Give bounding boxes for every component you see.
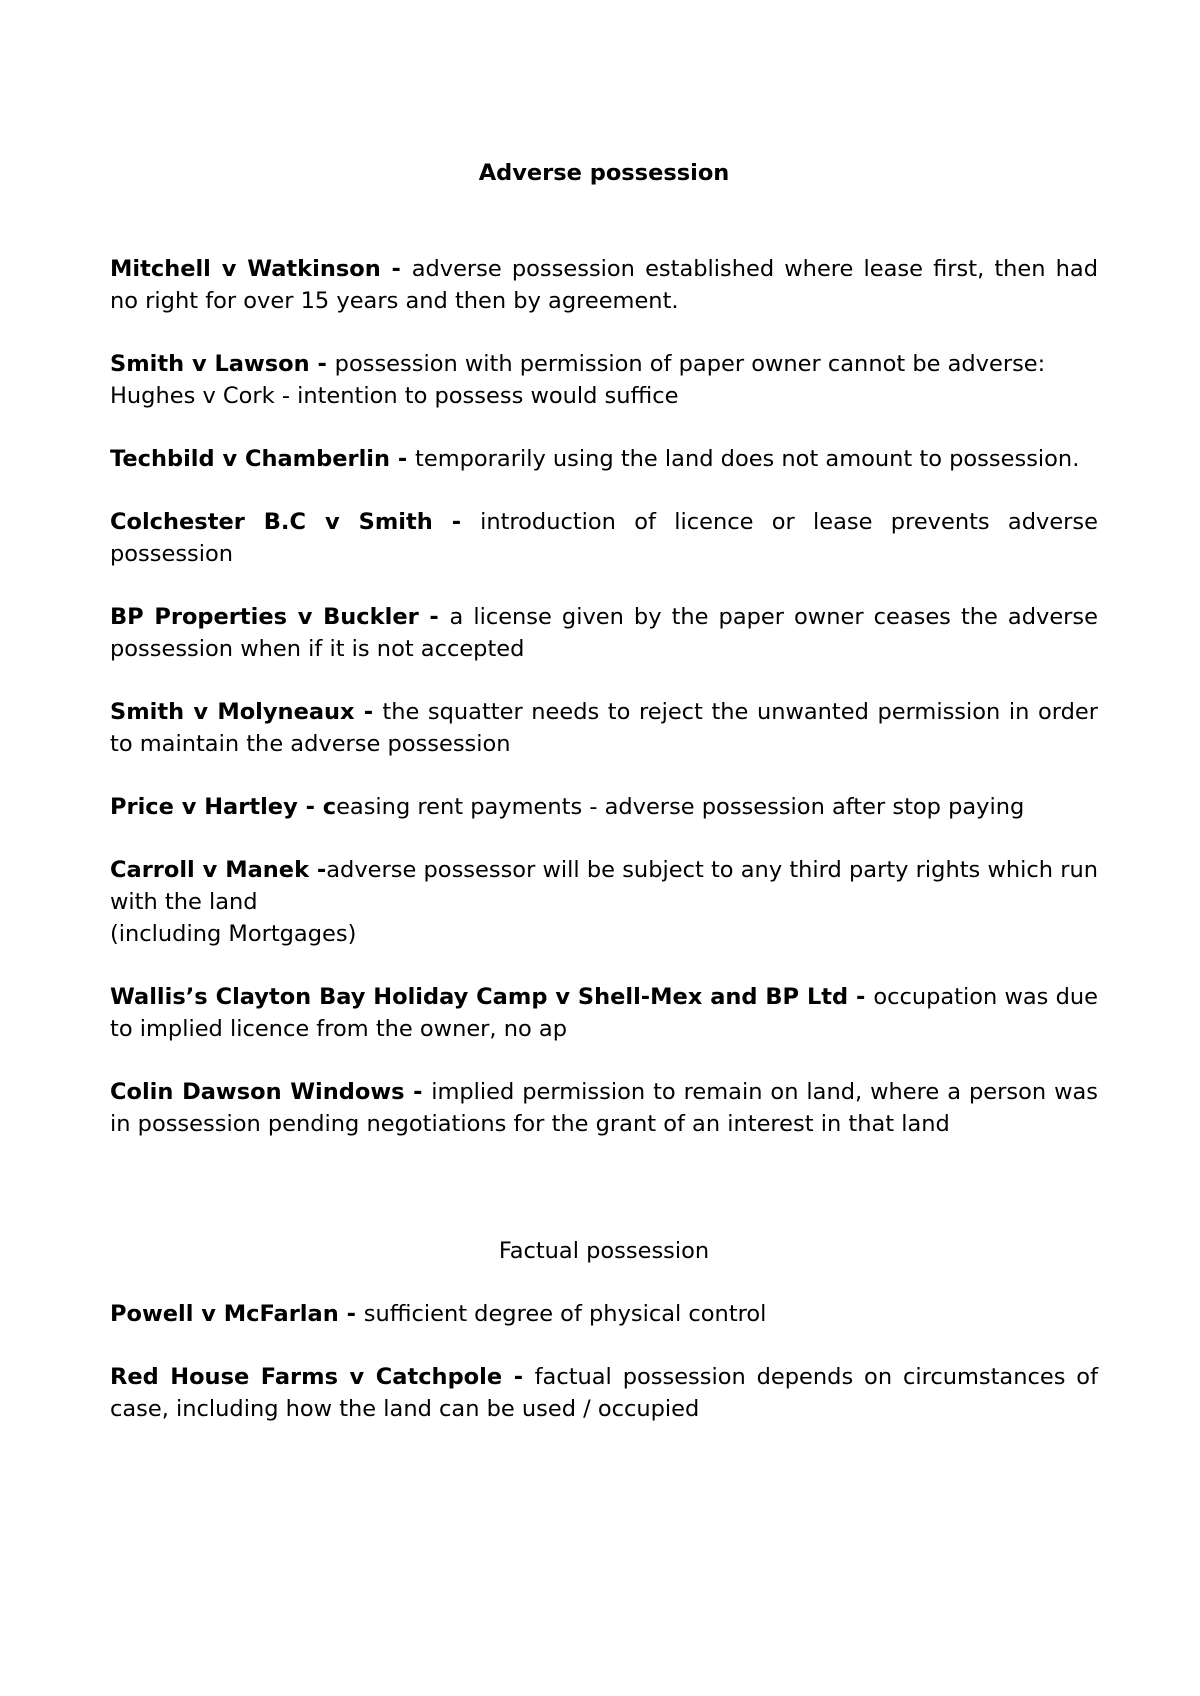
case-name: Colchester B.C v Smith [110,509,433,535]
case-description: sufficient degree of physical control [363,1301,767,1327]
case-description: possession with permission of paper owner cannot be adverse: [334,351,1046,377]
case-name: Red House Farms v Catchpole [110,1364,503,1390]
case-name: Wallis’s Clayton Bay Holiday Camp v Shell-Mex and BP Ltd [110,984,849,1010]
case-entry [110,696,1098,760]
case-description: a license given by the paper owner ceases the adverse possession when if it is not accepted [110,604,1098,662]
case-description: temporarily using the land does not amount to possession. [415,446,1080,472]
case-entry [110,443,1098,475]
case-entry [110,253,1098,317]
case-note: Hughes v Cork - intention to possess would suffice [110,383,679,409]
case-separator: - [380,256,412,282]
case-separator: - [338,1301,364,1327]
section-heading-adverse-possession: Adverse possession [478,160,730,186]
case-separator: - [390,446,416,472]
case-note: (including Mortgages) [110,921,357,947]
case-name: Smith v Molyneaux [110,699,355,725]
case-name: BP Properties v Buckler [110,604,419,630]
case-entry [110,1298,1098,1330]
case-description: adverse possession established where lease first, then had no right for over 15 years and then by agreement. [110,256,1099,314]
case-separator: - [309,351,335,377]
case-name: Price v Hartley [110,794,298,820]
case-entry [110,981,1098,1045]
case-entry [110,791,1098,823]
case-name: Techbild v Chamberlin [110,446,391,472]
case-separator: - [848,984,874,1010]
case-separator: - [404,1079,432,1105]
case-name: Carroll v Manek [110,857,310,883]
case-description: factual possession depends on circumstances of case, including how the land can be used / occupied [110,1364,1098,1422]
case-entry [110,348,1098,412]
section-heading-factual-possession: Factual possession [498,1238,710,1264]
case-name: Smith v Lawson [110,351,310,377]
case-description: adverse possessor will be subject to any third party rights which run with the land [110,857,1098,915]
case-separator: - [432,509,481,535]
case-separator: - [418,604,450,630]
case-name: Mitchell v Watkinson [110,256,381,282]
case-description: implied permission to remain on land, where a person was in possession pending negotiations for the grant of an interest in that land [110,1079,1098,1137]
case-separator: - [309,857,327,883]
case-entry [110,854,1098,950]
case-description: the squatter needs to reject the unwanted permission in order to maintain the adverse possession [110,699,1098,757]
case-entry [110,506,1098,570]
case-name: Colin Dawson Windows [110,1079,405,1105]
case-separator: - [502,1364,535,1390]
document-body [110,157,1098,1425]
case-description: introduction of licence or lease prevents adverse possession [110,509,1098,567]
case-entry [110,1361,1098,1425]
case-description: easing rent payments - adverse possession after stop paying [336,794,1025,820]
case-separator: - c [297,794,337,820]
case-name: Powell v McFarlan [110,1301,339,1327]
case-separator: - [354,699,383,725]
case-entry [110,601,1098,665]
case-entry [110,1076,1098,1140]
case-description: occupation was due to implied licence from the owner, no ap [110,984,1098,1042]
